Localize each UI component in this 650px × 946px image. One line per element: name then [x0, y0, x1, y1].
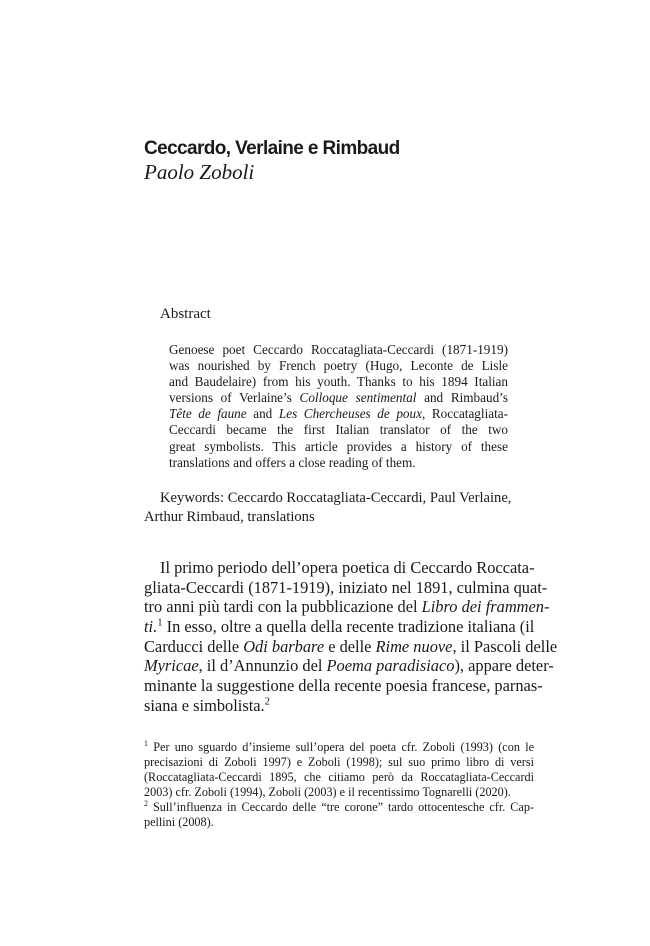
footnotes	[144, 740, 534, 830]
body-italic-title: ti.	[144, 617, 158, 637]
body-line: minante la suggestione della recente poesia francese, parnas-	[144, 676, 543, 696]
body-text-run: , il d’Annunzio del	[198, 656, 327, 676]
body-italic-title: Myricae	[144, 656, 199, 676]
abstract-line: and Baudelaire) from his youth. Thanks to his 1894 Italian	[169, 374, 508, 390]
footnote-ref[interactable]: 1	[157, 617, 163, 629]
abstract-text-run: and	[246, 406, 279, 422]
footnote-ref[interactable]: 2	[264, 696, 270, 708]
abstract-line: Genoese poet Ceccardo Roccatagliata-Ceccardi (1871-1919)	[169, 342, 508, 357]
body-text-run: ), appare deter-	[454, 656, 554, 676]
body-line	[144, 656, 554, 676]
footnote-line	[144, 740, 534, 755]
abstract-line	[169, 406, 508, 422]
abstract-heading: Abstract	[160, 306, 211, 322]
footnote-number: 2	[144, 798, 148, 808]
body-line	[144, 617, 534, 637]
keywords-line: Arthur Rimbaud, translations	[144, 509, 315, 525]
body-text-run: In esso, oltre a quella della recente tradizione italiana (il	[162, 617, 535, 637]
body-line	[144, 636, 558, 657]
body-italic-title: Libro dei frammen-	[421, 597, 550, 617]
footnote-line: pellini (2008).	[144, 815, 214, 829]
abstract-line: great symbolists. This article provides a history of these	[169, 438, 508, 454]
footnote-text: Per uno sguardo d’insieme sull’opera del poeta cfr. Zoboli (1993) (con le	[147, 740, 534, 754]
body-italic-title: Odi barbare	[243, 636, 325, 656]
body-text-run: tro anni più tardi con la pubblicazione del	[144, 597, 422, 617]
abstract-italic-title: Tête de faune	[169, 406, 247, 422]
abstract-text-run: , Roccatagliata-	[421, 406, 508, 422]
footnote-text: Sull’influenza in Ceccardo delle “tre corone” tardo ottocentesche cfr. Cap-	[147, 800, 534, 814]
body-paragraph	[144, 558, 558, 716]
body-line: Il primo periodo dell’opera poetica di Ceccardo Roccata-	[160, 558, 535, 577]
body-text-run: e delle	[324, 636, 376, 656]
body-line	[144, 597, 550, 617]
abstract-text-run: versions of Verlaine’s	[169, 390, 300, 406]
body-line	[144, 696, 534, 716]
keywords	[144, 489, 534, 527]
keywords-line: Keywords: Ceccardo Roccatagliata-Ceccardi, Paul Verlaine,	[160, 490, 512, 506]
abstract-text-run: and Rimbaud’s	[416, 390, 508, 406]
body-text-run: , il Pascoli delle	[452, 636, 558, 656]
footnote-number: 1	[144, 738, 148, 748]
footnote-line: precisazioni di Zoboli 1997) e Zoboli (1998); sul suo primo libro di versi	[144, 755, 534, 769]
abstract-italic-title: Colloque sentimental	[299, 390, 417, 406]
abstract-italic-title: Les Chercheuses de poux	[278, 406, 422, 422]
abstract-line: Ceccardi became the first Italian translator of the two	[169, 422, 508, 438]
abstract-line	[169, 390, 508, 406]
footnote-line: (Roccatagliata-Ceccardi 1895, che citiamo però da Roccatagliata-Ceccardi	[144, 770, 534, 784]
body-line: gliata-Ceccardi (1871-1919), iniziato nel 1891, culmina quat-	[144, 577, 548, 597]
footnote-line	[144, 800, 534, 815]
article-author: Paolo Zoboli	[144, 160, 255, 184]
footnote-line: 2003) cfr. Zoboli (1994), Zoboli (2003) e il recentissimo Tognarelli (2020).	[144, 785, 511, 799]
abstract-line: translations and offers a close reading of them.	[169, 454, 416, 470]
body-italic-title: Rime nuove	[375, 636, 453, 656]
article-title: Ceccardo, Verlaine e Rimbaud	[144, 138, 400, 159]
abstract-text	[169, 342, 508, 471]
abstract-line: was nourished by French poetry (Hugo, Leconte de Lisle	[169, 358, 508, 374]
body-text-run: Carducci delle	[144, 636, 244, 656]
body-text-run: siana e simbolista.	[144, 695, 265, 715]
body-italic-title: Poema paradisiaco	[326, 656, 455, 676]
